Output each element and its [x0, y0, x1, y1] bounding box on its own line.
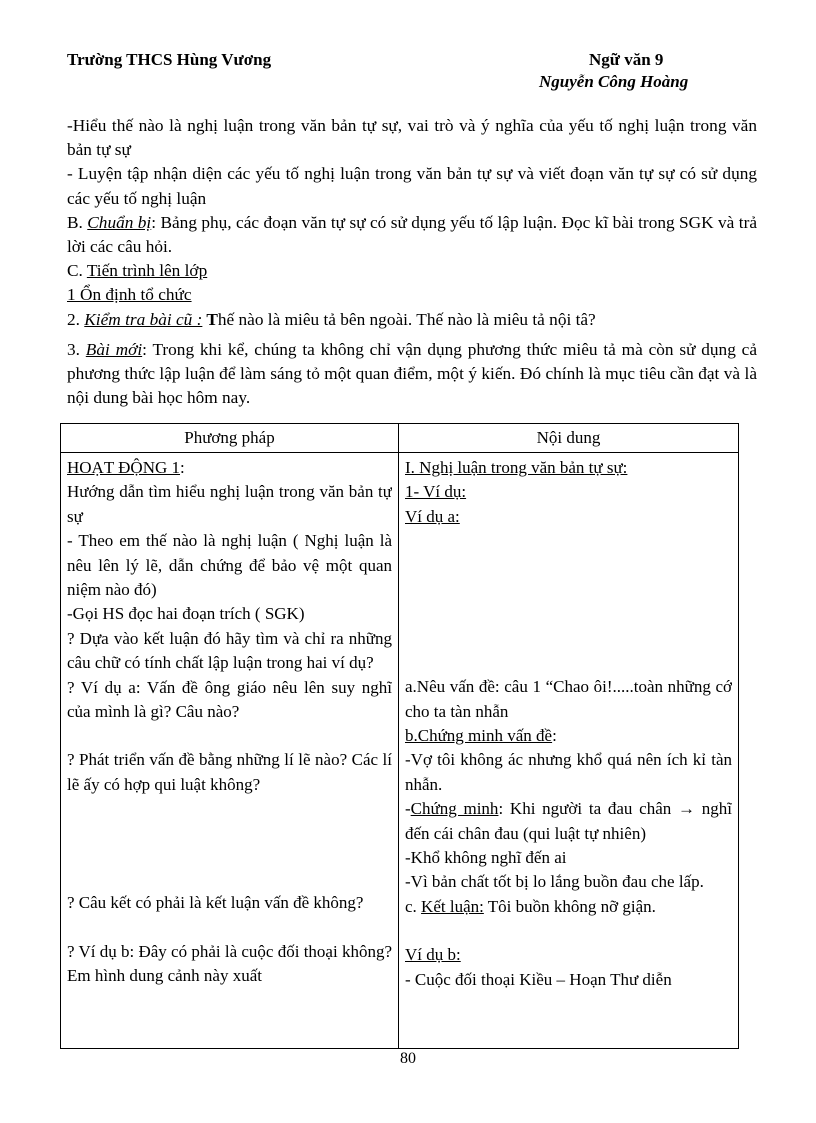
school-name: Trường THCS Hùng Vương — [67, 50, 272, 69]
lesson-intro — [67, 114, 757, 410]
conclusion-text: Tôi buồn không nỡ giận. — [483, 896, 656, 916]
step-2-label: Kiểm tra bài cũ : — [84, 309, 203, 329]
goal-understand: -Hiểu thế nào là nghị luận trong văn bản tự sự, vai trò và ý nghĩa của yếu tố nghị luận trong văn bản tự sự — [67, 116, 757, 160]
prove-colon: : — [552, 726, 557, 746]
lesson-table — [60, 423, 739, 1049]
page-header — [67, 50, 746, 98]
question-example-b: ? Ví dụ b: Đây có phải là cuộc đối thoại không? Em hình dung cảnh này xuất — [67, 941, 392, 986]
question-develop: ? Phát triển vấn đề bằng những lí lẽ nào? Các lí lẽ ấy có hợp qui luật không? — [67, 750, 392, 794]
section-c-prefix: C. — [67, 261, 87, 281]
content-example: 1- Ví dụ: — [405, 482, 467, 502]
guide-text: Hướng dẫn tìm hiểu nghị luận trong văn bản tự sự — [67, 482, 392, 526]
question-conclude: ? Câu kết có phải là kết luận vấn đề không? — [67, 893, 364, 913]
activity-label: HOẠT ĐỘNG 1 — [67, 458, 181, 477]
author-name: Nguyễn Công Hoàng — [539, 72, 689, 91]
content-wife: -Vợ tôi không ác nhưng khổ quá nên ích kỉ tàn nhẫn. — [405, 750, 732, 794]
subject-name: Ngữ văn 9 — [589, 50, 664, 69]
content-issue: a.Nêu vấn đề: câu 1 “Chao ôi!.....toàn những cớ cho ta tàn nhẫn — [405, 677, 732, 721]
content-dialog: - Cuộc đối thoại Kiều – Hoạn Thư diễn — [405, 969, 672, 989]
content-example-a: Ví dụ a: — [405, 506, 460, 526]
question-find: ? Dựa vào kết luận đó hãy tìm và chỉ ra những câu chữ có tính chất lập luận trong hai ví dụ? — [67, 628, 392, 673]
section-c — [67, 259, 757, 283]
content-cell — [399, 453, 739, 1049]
section-b-label: Chuẩn bị — [87, 212, 152, 232]
section-c-label: Tiến trình lên lớp — [86, 261, 208, 281]
content-suffer: -Khổ không nghĩ đến ai — [405, 848, 567, 868]
table-row — [61, 453, 739, 1049]
prove-label: b.Chứng minh vấn đề — [405, 726, 553, 746]
read-instruction: -Gọi HS đọc hai đoạn trích ( SGK) — [67, 604, 305, 624]
step-2-text: hế nào là miêu tả bên ngoài. Thế nào là miêu tả nội tâ? — [217, 309, 596, 329]
question-example-a: ? Ví dụ a: Vấn đề ông giáo nêu lên suy nghĩ của mình là gì? Câu nào? — [67, 677, 392, 722]
content-nature: -Vì bản chất tốt bị lo lắng buồn đau che lấp. — [405, 872, 704, 892]
conclusion-prefix: c. — [405, 896, 422, 916]
proof-text: : Khi người ta đau chân → nghĩ đến cái chân đau (qui luật tự nhiên) — [405, 799, 732, 843]
step-3-text: : Trong khi kể, chúng ta không chỉ vận dụng phương thức miêu tả mà còn sử dụng cả phương thức lập luận để làm sáng tỏ một quan điểm, một ý kiến. Đó chính là mục tiêu cần đạt và là nội dung bài học hôm nay. — [67, 339, 758, 408]
step-3 — [67, 338, 757, 411]
content-conclusion — [405, 895, 732, 919]
section-b — [67, 211, 757, 259]
activity-colon: : — [180, 458, 185, 477]
step-3-prefix: 3. — [67, 339, 86, 359]
step-1: 1 Ổn định tổ chức — [67, 285, 192, 305]
section-b-text: : Bảng phụ, các đoạn văn tự sự có sử dụng yếu tố lập luận. Đọc kĩ bài trong SGK và trả lời các câu hỏi. — [67, 212, 757, 257]
goal-practice: - Luyện tập nhận diện các yếu tố nghị luận trong văn bản tự sự và viết đoạn văn tự sự có sử dụng các yếu tố nghị luận — [67, 164, 757, 208]
activity-title — [67, 456, 392, 480]
step-3-label: Bài mới — [85, 339, 143, 359]
proof-label: Chứng minh — [410, 799, 499, 819]
conclusion-label: Kết luận: — [421, 896, 484, 916]
step-2-bold: T — [202, 309, 218, 329]
content-prove-title — [405, 724, 732, 748]
content-proof — [405, 797, 732, 846]
page-number: 80 — [400, 1050, 416, 1067]
step-2 — [67, 308, 757, 332]
method-cell — [61, 453, 399, 1049]
header-content: Nội dung — [399, 424, 739, 453]
proof-dash: - — [405, 799, 411, 819]
table-header-row — [61, 424, 739, 453]
question-define: - Theo em thế nào là nghị luận ( Nghị luận là nêu lên lý lẽ, dẫn chứng để bảo vệ một quan niệm nào đó) — [67, 531, 392, 600]
step-2-prefix: 2. — [67, 309, 85, 329]
content-example-b: Ví dụ b: — [405, 945, 461, 965]
content-section-title: I. Nghị luận trong văn bản tự sự: — [405, 458, 628, 477]
section-b-prefix: B. — [67, 212, 88, 232]
header-method: Phương pháp — [61, 424, 399, 453]
